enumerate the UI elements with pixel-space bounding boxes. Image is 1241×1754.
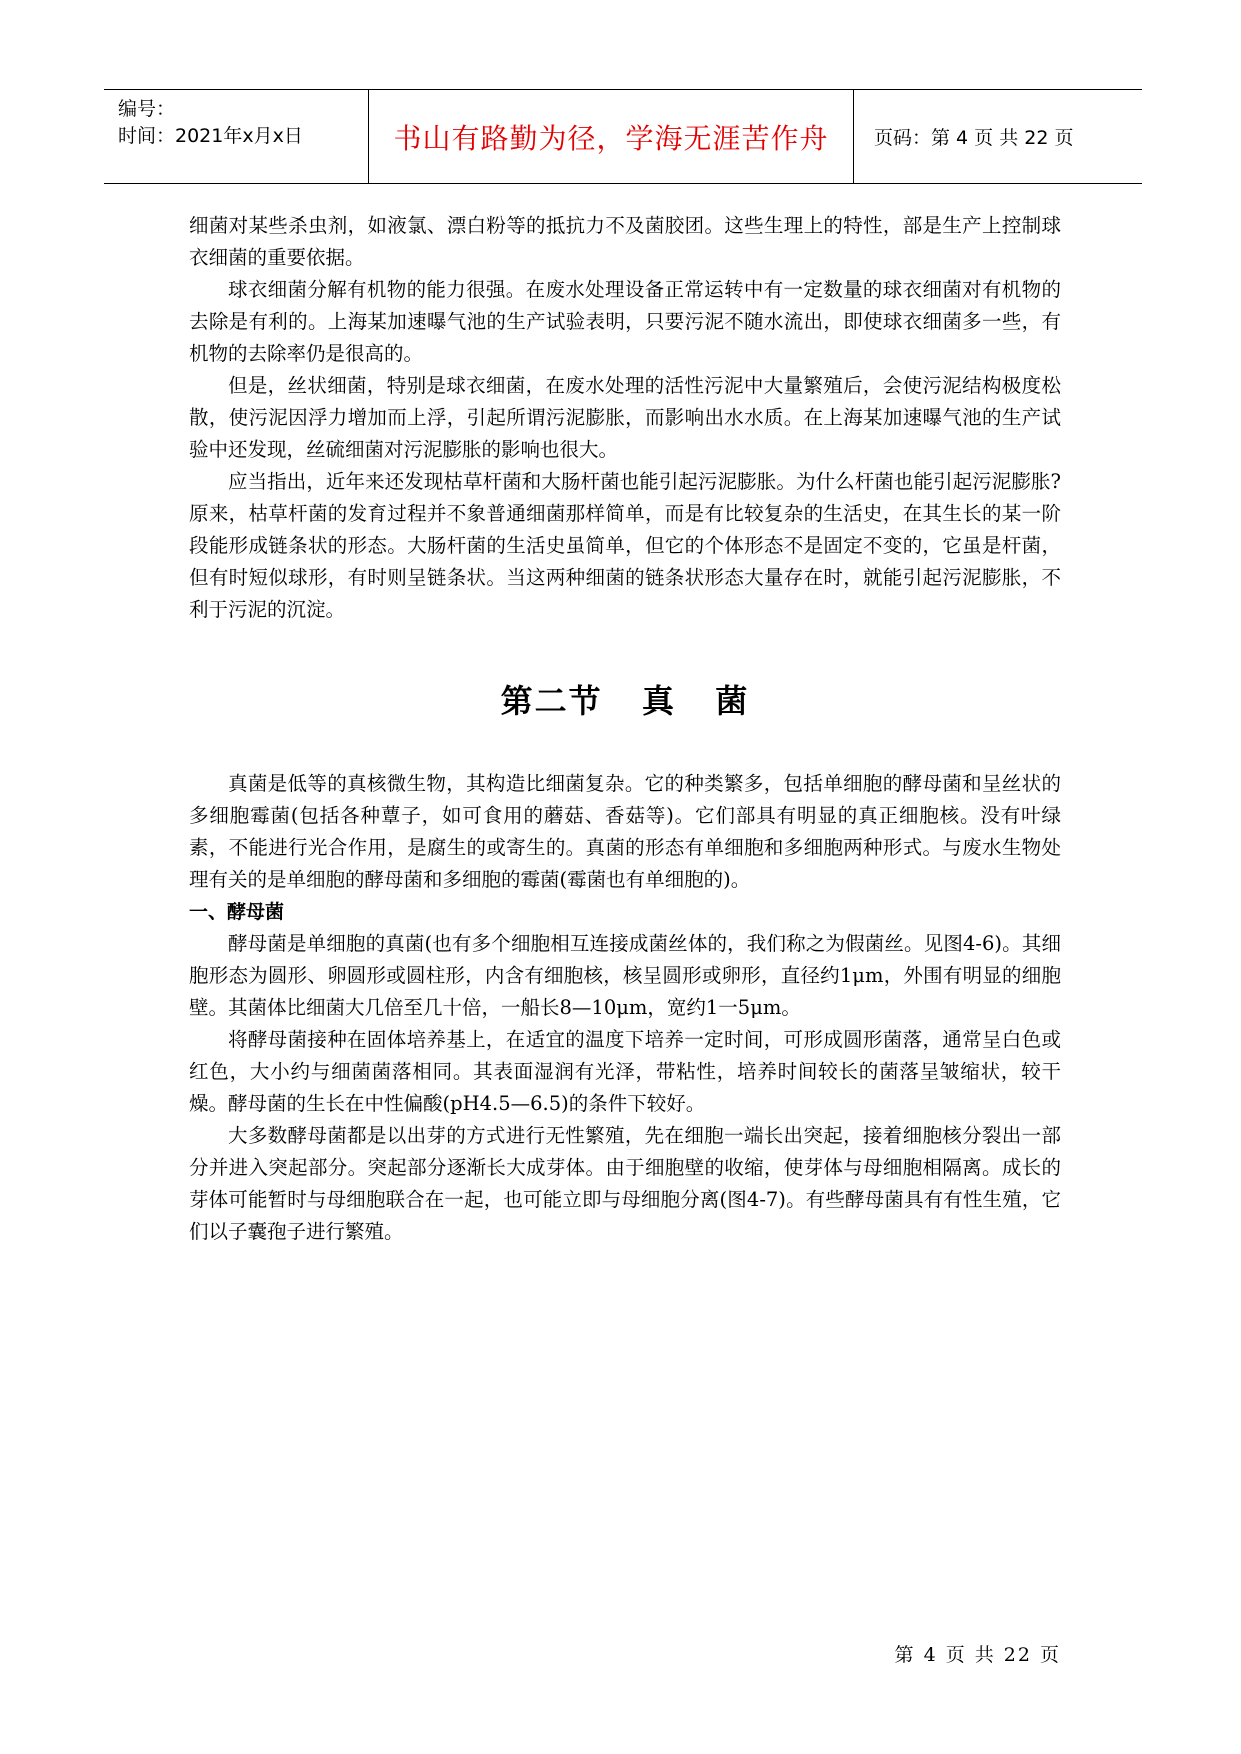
subheading-yeast: 一、酵母菌 <box>189 901 285 923</box>
paragraph-4: 应当指出，近年来还发现枯草杆菌和大肠杆菌也能引起污泥膨胀。为什么杆菌也能引起污泥膨胀?原来，枯草杆菌的发育过程并不象普通细菌那样简单，而是有比较复杂的生活史，在其生长的某一阶段能形成链条状的形态。大肠杆菌的生活史虽简单，但它的个体形态不是固定不变的，它虽是杆菌，但有时短似球形，有时则呈链条状。当这两种细菌的链条状形态大量存在时，就能引起污泥膨胀，不利于污泥的沉淀。 <box>189 470 1061 621</box>
header-page-cell <box>854 90 1142 183</box>
paragraph-2: 球衣细菌分解有机物的能力很强。在废水处理设备正常运转中有一定数量的球衣细菌对有机物的去除是有利的。上海某加速曝气池的生产试验表明，只要污泥不随水流出，即使球衣细菌多一些，有机物的去除率仍是很高的。 <box>189 278 1061 365</box>
paragraph-6: 酵母菌是单细胞的真菌(也有多个细胞相互连接成菌丝体的，我们称之为假菌丝。见图4-6)。其细胞形态为圆形、卵圆形或圆柱形，内含有细胞核，核呈圆形或卵形，直径约1μm，外围有明显的细胞壁。其菌体比细菌大几倍至几十倍，一船长8—10μm，宽约1一5μm。 <box>189 932 1061 1019</box>
paragraph-7: 将酵母菌接种在固体培养基上，在适宜的温度下培养一定时间，可形成圆形菌落，通常呈白色或红色，大小约与细菌菌落相同。其表面湿润有光泽，带粘性，培养时间较长的菌落呈皱缩状，较干燥。酵母菌的生长在中性偏酸(pH4.5—6.5)的条件下较好。 <box>189 1028 1061 1115</box>
paragraph-1: 细菌对某些杀虫剂，如液氯、漂白粉等的抵抗力不及菌胶团。这些生理上的特性，部是生产上控制球衣细菌的重要依据。 <box>189 214 1061 269</box>
document-body <box>189 210 1061 1248</box>
header-motto: 书山有路勤为径，学海无涯苦作舟 <box>393 121 829 155</box>
paragraph-8: 大多数酵母菌都是以出芽的方式进行无性繁殖，先在细胞一端长出突起，接着细胞核分裂出一部分并进入突起部分。突起部分逐渐长大成芽体。由于细胞壁的收缩，使芽体与母细胞相隔离。成长的芽体可能暂时与母细胞联合在一起，也可能立即与母细胞分离(图4-7)。有些酵母菌具有有性生殖，它们以子囊孢子进行繁殖。 <box>189 1124 1061 1243</box>
page-footer: 第 4 页 共 22 页 <box>894 1644 1061 1666</box>
header-meta-cell <box>104 90 369 183</box>
document-time-label: 时间：2021年x月x日 <box>118 125 303 147</box>
section-title: 第二节 真 菌 <box>500 682 750 720</box>
paragraph-5: 真菌是低等的真核微生物，其构造比细菌复杂。它的种类繁多，包括单细胞的酵母菌和呈丝状的多细胞霉菌(包括各种蕈子，如可食用的蘑菇、香菇等)。它们部具有明显的真正细胞核。没有叶绿素，不能进行光合作用，是腐生的或寄生的。真菌的形态有单细胞和多细胞两种形式。与废水生物处理有关的是单细胞的酵母菌和多细胞的霉菌(霉菌也有单细胞的)。 <box>189 772 1061 891</box>
document-number-label: 编号： <box>118 98 176 120</box>
paragraph-3: 但是，丝状细菌，特别是球衣细菌，在废水处理的活性污泥中大量繁殖后，会使污泥结构极度松散，使污泥因浮力增加而上浮，引起所谓污泥膨胀，而影响出水水质。在上海某加速曝气池的生产试验中还发现，丝硫细菌对污泥膨胀的影响也很大。 <box>189 374 1061 461</box>
header-motto-cell <box>369 90 854 183</box>
header-page-info: 页码：第 4 页 共 22 页 <box>874 127 1074 149</box>
document-header <box>104 89 1142 184</box>
